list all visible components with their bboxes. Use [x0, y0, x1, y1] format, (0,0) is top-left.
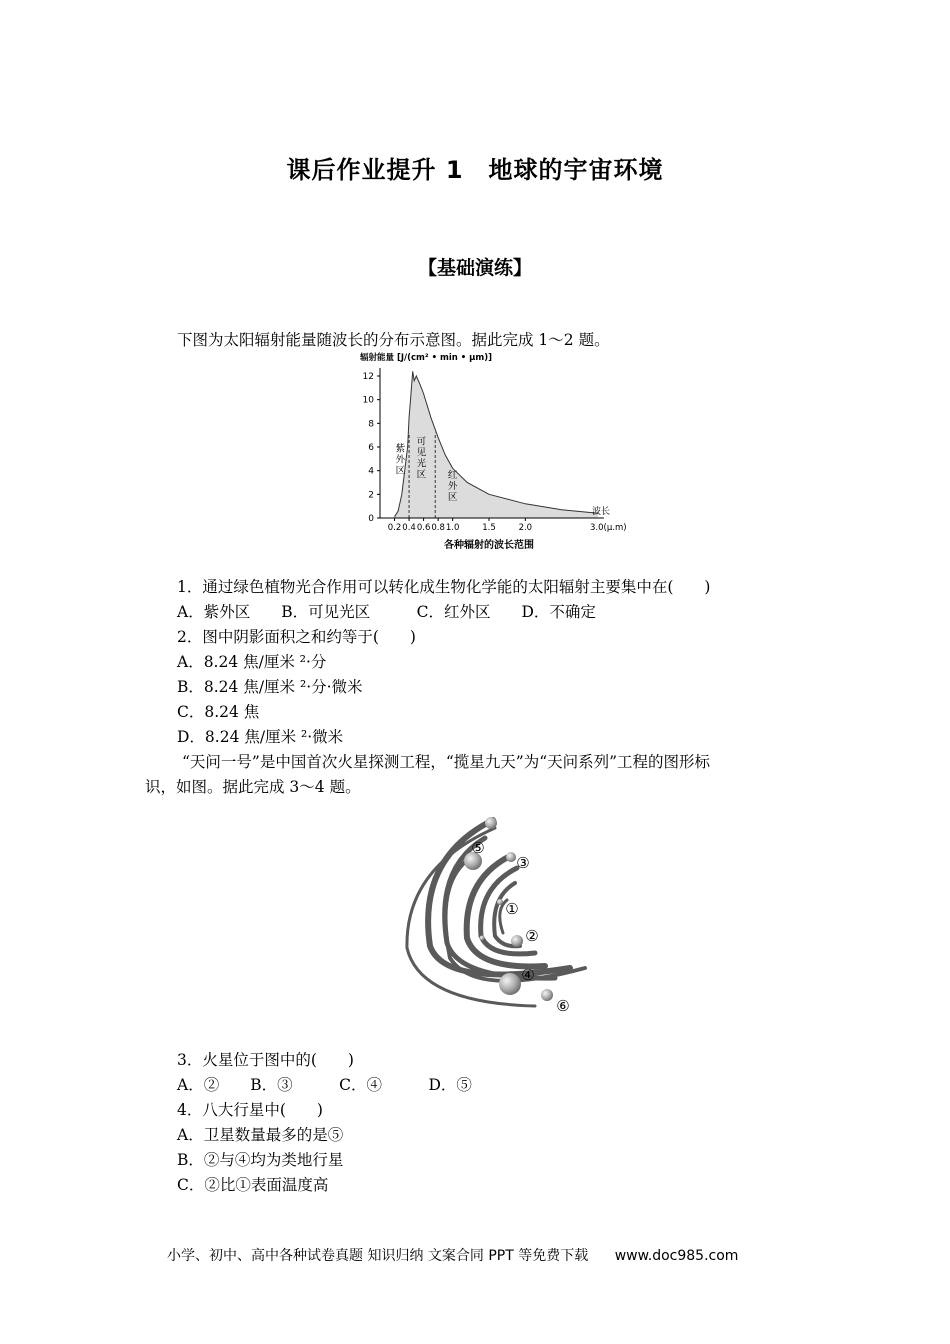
orbit-label-4: ④	[521, 966, 535, 984]
x-axis-title: 波长	[592, 507, 611, 517]
question-3-options: A．② B．③ C．④ D．⑤	[177, 1076, 472, 1094]
orbit-label-1: ①	[505, 900, 519, 918]
y-tick-label-2: 2	[368, 490, 374, 501]
footer-url[interactable]: www.doc985.com	[614, 1248, 739, 1264]
x-tick-label-2: 0.6	[416, 523, 431, 533]
region-label-3-2: 区	[447, 491, 458, 503]
intro-paragraph-1: 下图为太阳辐射能量随波长的分布示意图。据此完成 1～2 题。	[177, 331, 610, 349]
question-2-option-c: C．8.24 焦	[177, 703, 260, 721]
y-tick-label-0: 0	[368, 514, 374, 524]
y-tick-label-6: 6	[368, 443, 374, 453]
planet-2	[511, 935, 523, 947]
y-axis-title: 辐射能量 [J/(cm² • min • μm)]	[360, 353, 493, 363]
orbit-label-6: ⑥	[556, 997, 570, 1015]
x-tick-label-4: 1.0	[445, 523, 460, 533]
planet-small	[480, 936, 485, 941]
question-2-option-b: B．8.24 焦/厘米 ²·分·微米	[177, 678, 363, 696]
radiation-chart	[350, 348, 640, 558]
orbit-label-2: ②	[525, 927, 539, 945]
question-4-option-b: B．②与④均为类地行星	[177, 1151, 344, 1169]
section-heading: 【基础演练】	[417, 257, 532, 279]
region-label-2-1: 见	[416, 447, 427, 459]
planet-4	[499, 973, 521, 995]
footer	[167, 1245, 738, 1265]
y-tick-label-8: 8	[368, 419, 374, 430]
y-tick-label-4: 4	[368, 466, 374, 477]
question-4-option-c: C．②比①表面温度高	[177, 1176, 329, 1194]
planet-1	[497, 899, 503, 905]
region-label-2-2: 光	[416, 458, 427, 470]
intro-paragraph-2-line-1: “天问一号”是中国首次火星探测工程，“揽星九天”为“天问系列”工程的图形标	[182, 753, 711, 771]
tianwen-orbit-logo	[395, 808, 605, 1018]
y-tick-label-10: 10	[362, 395, 374, 406]
intro-paragraph-2-line-2: 识，如图。据此完成 3～4 题。	[145, 778, 361, 796]
x-unit-label: 3.0(μ.m)	[590, 523, 627, 533]
x-tick-label-3: 0.8	[431, 523, 445, 533]
question-2-option-a: A．8.24 焦/厘米 ²·分	[177, 653, 327, 671]
chart-title: 各种辐射的波长范围	[444, 540, 534, 551]
orbit-label-5: ⑤	[471, 839, 485, 857]
question-4-option-a: A．卫星数量最多的是⑤	[177, 1126, 344, 1144]
x-tick-label-1: 0.4	[402, 523, 416, 533]
question-2-option-d: D．8.24 焦/厘米 ²·微米	[177, 728, 344, 746]
region-label-3-1: 外	[447, 480, 458, 492]
region-label-1-0: 紫	[395, 443, 406, 455]
region-label-1-1: 外	[395, 454, 406, 466]
x-tick-label-6: 2.0	[518, 523, 533, 533]
question-4: 4．八大行星中( )	[177, 1101, 323, 1119]
question-2: 2．图中阴影面积之和约等于( )	[177, 628, 416, 646]
region-label-3-0: 红	[447, 469, 458, 481]
x-tick-label-5: 1.5	[482, 523, 496, 533]
footer-text: 小学、初中、高中各种试卷真题 知识归纳 文案合同 PPT 等免费下载	[167, 1248, 589, 1264]
region-label-2-0: 可	[416, 436, 427, 448]
region-label-1-2: 区	[395, 465, 406, 477]
planet-top	[485, 817, 497, 829]
region-label-2-3: 区	[416, 469, 427, 481]
y-tick-label-12: 12	[362, 372, 374, 382]
question-3: 3．火星位于图中的( )	[177, 1051, 354, 1069]
question-1: 1．通过绿色植物光合作用可以转化成生物化学能的太阳辐射主要集中在( )	[177, 578, 711, 596]
page-title: 课后作业提升 1 地球的宇宙环境	[286, 156, 664, 184]
planet-3	[506, 852, 516, 862]
orbit-label-3: ③	[516, 854, 530, 872]
x-tick-label-0: 0.2	[387, 523, 402, 533]
question-1-options: A．紫外区 B．可见光区 C．红外区 D．不确定	[177, 603, 596, 621]
planet-6	[541, 989, 553, 1001]
